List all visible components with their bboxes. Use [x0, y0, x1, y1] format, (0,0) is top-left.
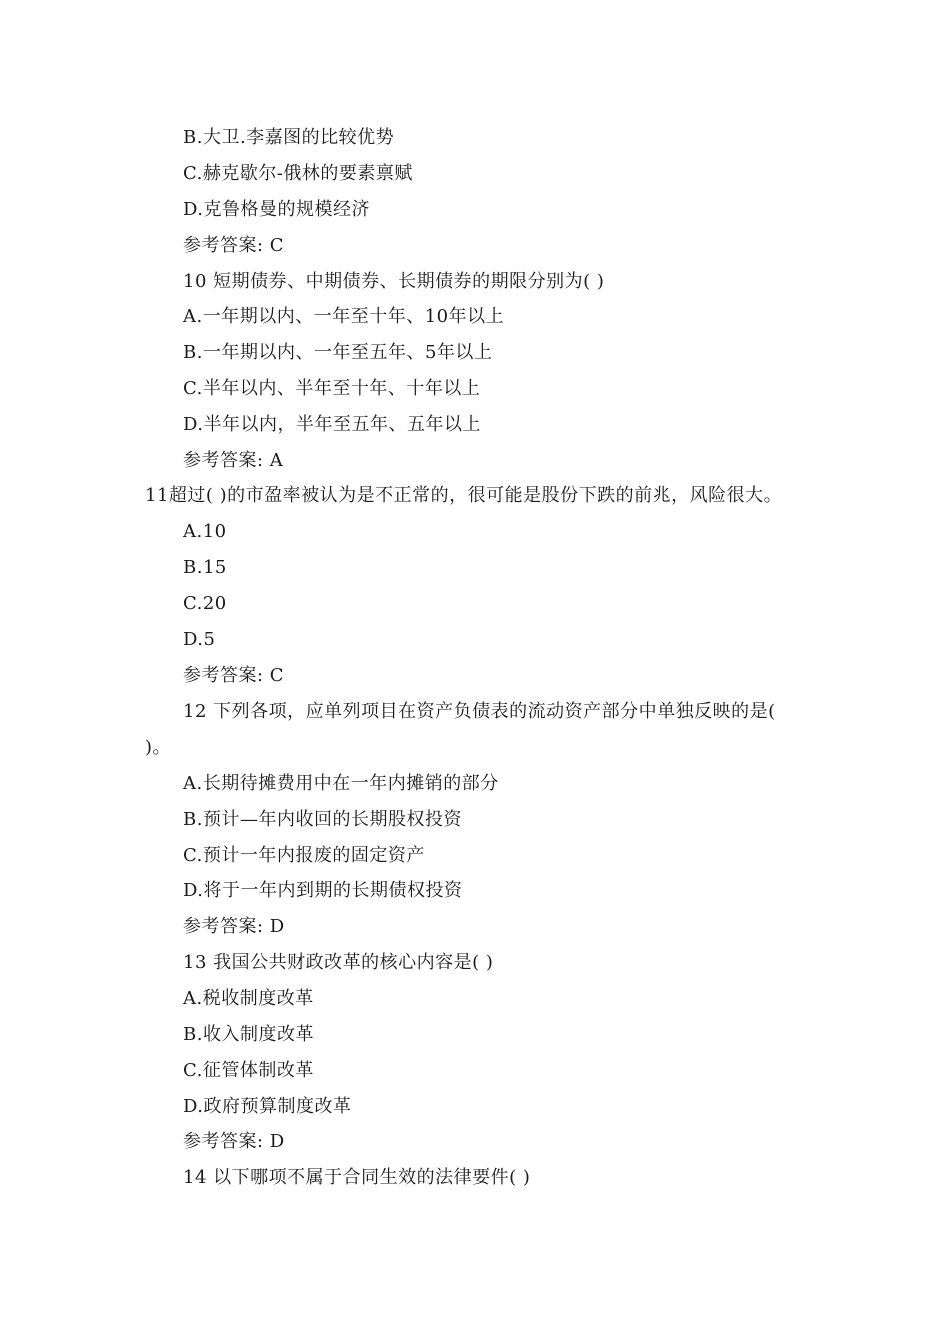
question-11: 11超过( )的市盈率被认为是不正常的，很可能是股份下跌的前兆，风险很大。	[145, 485, 783, 506]
option-a: A.长期待摊费用中在一年内摊销的部分	[183, 773, 499, 794]
option-d: D.政府预算制度改革	[183, 1096, 352, 1117]
option-b: B.大卫.李嘉图的比较优势	[183, 127, 395, 148]
question-13: 13 我国公共财政改革的核心内容是( )	[183, 952, 494, 973]
option-b: B.一年期以内、一年至五年、5年以上	[183, 342, 493, 363]
question-12-continuation: )。	[145, 737, 172, 758]
option-a: A.一年期以内、一年至十年、10年以上	[183, 306, 505, 327]
answer-line: 参考答案: C	[183, 665, 285, 686]
option-d: D.5	[183, 629, 216, 650]
option-c: C.征管体制改革	[183, 1060, 314, 1081]
option-a: A.10	[183, 521, 227, 542]
answer-line: 参考答案: D	[183, 1131, 285, 1152]
option-b: B.收入制度改革	[183, 1024, 314, 1045]
option-b: B.预计—年内收回的长期股权投资	[183, 809, 462, 830]
option-c: C.20	[183, 593, 227, 614]
option-d: D.将于一年内到期的长期债权投资	[183, 880, 463, 901]
question-10: 10 短期债券、中期债券、长期债券的期限分别为( )	[183, 271, 605, 292]
option-c: C.赫克歇尔-俄林的要素禀赋	[183, 163, 413, 184]
option-d: D.克鲁格曼的规模经济	[183, 199, 371, 220]
answer-line: 参考答案: A	[183, 450, 284, 471]
answer-line: 参考答案: D	[183, 916, 285, 937]
question-12: 12 下列各项，应单列项目在资产负债表的流动资产部分中单独反映的是(	[183, 701, 776, 722]
option-d: D.半年以内，半年至五年、五年以上	[183, 414, 482, 435]
option-a: A.税收制度改革	[183, 988, 314, 1009]
option-b: B.15	[183, 557, 227, 578]
option-c: C.预计一年内报废的固定资产	[183, 845, 425, 866]
question-14: 14 以下哪项不属于合同生效的法律要件( )	[183, 1167, 531, 1188]
answer-line: 参考答案: C	[183, 235, 285, 256]
option-c: C.半年以内、半年至十年、十年以上	[183, 378, 481, 399]
